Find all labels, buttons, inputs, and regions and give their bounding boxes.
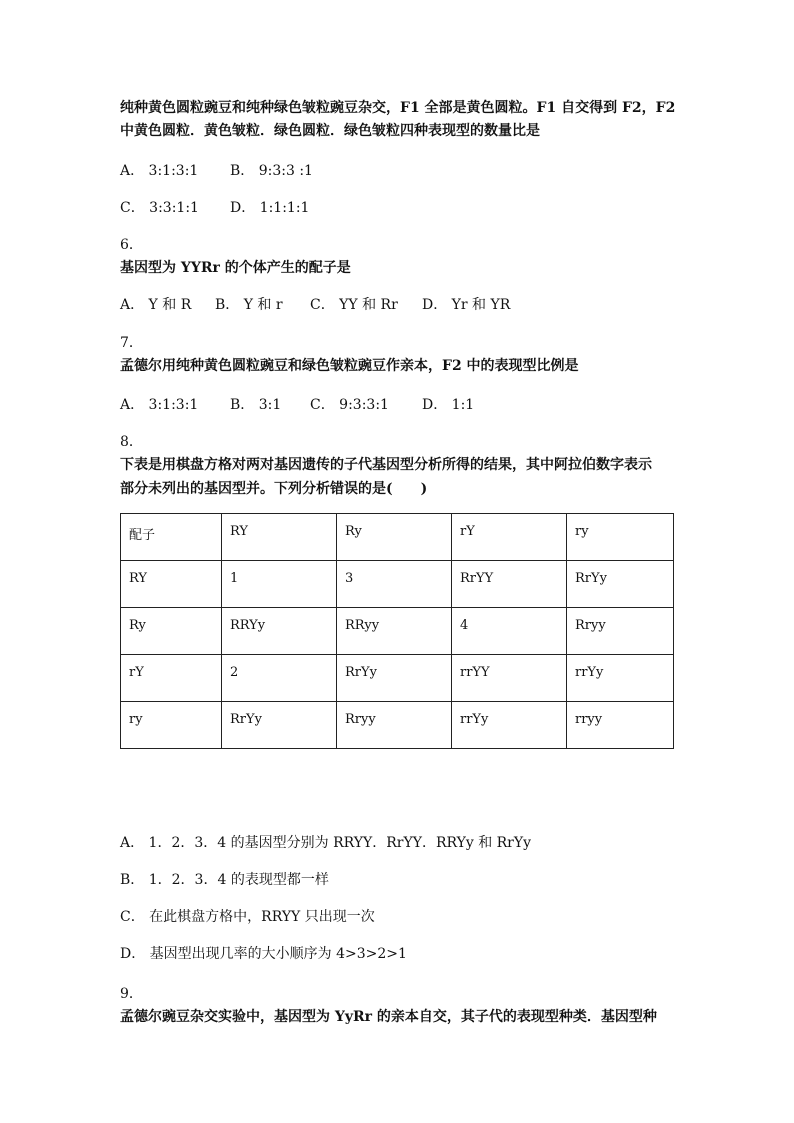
q6-option-b[interactable]: B． Y 和 r [215,297,283,313]
q7-stem: 孟德尔用纯种黄色圆粒豌豆和绿色皱粒豌豆作亲本，F2 中的表现型比例是 [120,358,579,374]
q7-options-row [120,396,474,414]
q8-stem-line1: 下表是用棋盘方格对两对基因遗传的子代基因型分析所得的结果，其中阿拉伯数字表示 [120,457,652,473]
table-cell: ry [567,514,674,561]
table-row [121,561,674,608]
q5-option-b[interactable]: B． 9:3:3 :1 [230,163,313,179]
table-cell: rryy [567,702,674,749]
q6-options-row [120,296,510,314]
q7-number: 7． [120,335,143,351]
q9-stem-line1: 孟德尔豌豆杂交实验中，基因型为 YyRr 的亲本自交，其子代的表现型种类．基因型种 [120,1009,657,1025]
q5-options-row2 [120,199,309,217]
table-cell: 3 [337,561,452,608]
q7-option-b[interactable]: B． 3:1 [230,397,282,413]
table-cell: RY [222,514,337,561]
table-cell: Ry [121,608,222,655]
q7-option-a[interactable]: A． 3:1:3:1 [120,397,199,413]
q5-option-d[interactable]: D． 1:1:1:1 [230,200,310,216]
q6-option-a[interactable]: A． Y 和 R [120,297,192,313]
table-cell: RRyy [337,608,452,655]
table-cell: 1 [222,561,337,608]
q5-option-c[interactable]: C． 3:3:1:1 [120,200,199,216]
q6-number: 6． [120,237,143,253]
table-cell: 2 [222,655,337,702]
q8-option-d[interactable]: D． 基因型出现几率的大小顺序为 4>3>2>1 [120,946,407,962]
table-cell: RrYY [452,561,567,608]
table-cell: rY [452,514,567,561]
punnett-square-table [120,513,674,749]
q8-number: 8． [120,434,143,450]
table-cell: Rryy [337,702,452,749]
q5-stem-line2: 中黄色圆粒．黄色皱粒．绿色圆粒．绿色皱粒四种表现型的数量比是 [120,123,540,139]
table-cell: RrYy [222,702,337,749]
q6-option-c[interactable]: C． YY 和 Rr [310,297,398,313]
q5-options-row1 [120,162,313,180]
table-row [121,655,674,702]
q6-option-d[interactable]: D． Yr 和 YR [422,297,511,313]
q5-stem-line1: 纯种黄色圆粒豌豆和纯种绿色皱粒豌豆杂交，F1 全部是黄色圆粒。F1 自交得到 F2，F2 [120,100,676,116]
table-cell: RY [121,561,222,608]
q6-stem: 基因型为 YYRr 的个体产生的配子是 [120,260,351,276]
table-cell: RrYy [567,561,674,608]
q5-option-a[interactable]: A． 3:1:3:1 [120,163,199,179]
table-row [121,702,674,749]
q8-stem-line2: 部分未列出的基因型并。下列分析错误的是( ) [120,481,428,497]
q8-option-a[interactable]: A． 1．2．3．4 的基因型分别为 RRYY．RrYY．RRYy 和 RrYy [120,835,532,851]
table-cell: rY [121,655,222,702]
table-cell: 4 [452,608,567,655]
q8-option-b[interactable]: B． 1．2．3．4 的表现型都一样 [120,872,329,888]
q9-number: 9． [120,986,143,1002]
table-cell: ry [121,702,222,749]
table-cell: 配子 [121,514,222,561]
table-row [121,608,674,655]
table-cell: RRYy [222,608,337,655]
table-cell: rrYy [452,702,567,749]
table-cell: Ry [337,514,452,561]
q7-option-d[interactable]: D． 1:1 [422,397,475,413]
q8-option-c[interactable]: C． 在此棋盘方格中，RRYY 只出现一次 [120,909,375,925]
table-cell: rrYY [452,655,567,702]
table-cell: rrYy [567,655,674,702]
q7-option-c[interactable]: C． 9:3:3:1 [310,397,389,413]
table-header-row [121,514,674,561]
table-cell: Rryy [567,608,674,655]
table-cell: RrYy [337,655,452,702]
